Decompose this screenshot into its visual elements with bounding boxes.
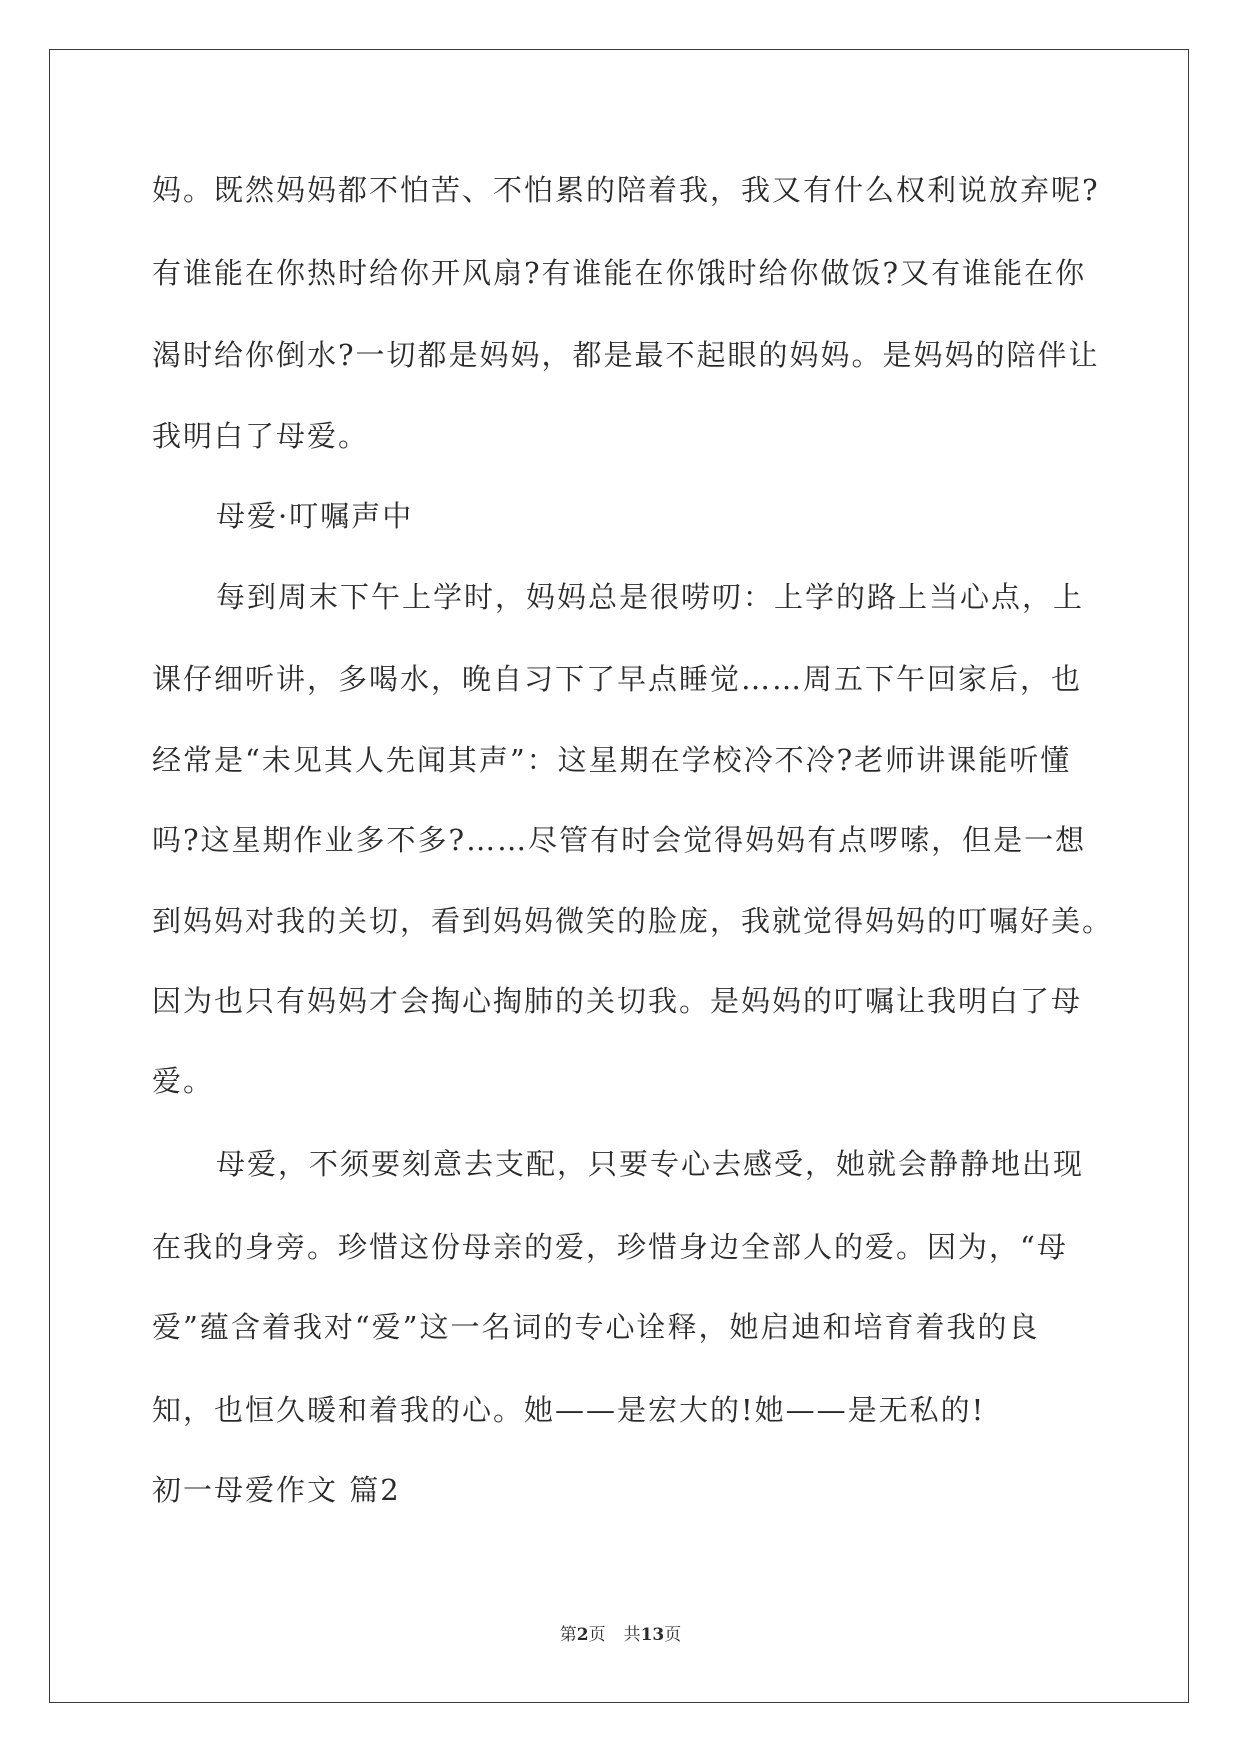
body-line: 到妈妈对我的关切，看到妈妈微笑的脸庞，我就觉得妈妈的叮嘱好美。 <box>152 904 1114 938</box>
total-suffix: 页 <box>664 1625 682 1645</box>
body-line: 我明白了母爱。 <box>152 419 370 453</box>
body-line: 爱”蕴含着我对“爱”这一名词的专心诠释，她启迪和培育着我的良 <box>152 1310 1040 1344</box>
page-border <box>49 49 1189 1703</box>
page-suffix: 页 <box>588 1625 606 1645</box>
body-line: 经常是“未见其人先闻其声”：这星期在学校冷不冷?老师讲课能听懂 <box>152 743 1072 777</box>
page-number: 2 <box>576 1625 589 1645</box>
body-line: 爱。 <box>152 1064 215 1098</box>
body-line: 渴时给你倒水?一切都是妈妈，都是最不起眼的妈妈。是妈妈的陪伴让 <box>152 338 1100 372</box>
body-line: 母爱，不须要刻意去支配，只要专心去感受，她就会静静地出现 <box>216 1147 1085 1181</box>
body-line: 有谁能在你热时给你开风扇?有谁能在你饿时给你做饭?又有谁能在你 <box>152 256 1087 290</box>
body-line: 妈。既然妈妈都不怕苦、不怕累的陪着我，我又有什么权利说放弃呢? <box>152 173 1100 207</box>
page-prefix: 第 <box>559 1625 577 1645</box>
body-line: 吗?这星期作业多不多?……尽管有时会觉得妈妈有点啰嗦，但是一想 <box>152 823 1087 857</box>
body-line: 在我的身旁。珍惜这份母亲的爱，珍惜身边全部人的爱。因为，“母 <box>152 1230 1068 1264</box>
body-line: 知，也恒久暖和着我的心。她——是宏大的!她——是无私的! <box>152 1393 986 1427</box>
body-line: 课仔细听讲，多喝水，晚自习下了早点睡觉……周五下午回家后，也 <box>152 662 1083 696</box>
section-heading: 母爱·叮嘱声中 <box>216 499 414 533</box>
body-line: 每到周末下午上学时，妈妈总是很唠叨：上学的路上当心点，上 <box>216 580 1085 614</box>
page-footer <box>0 1625 1241 1645</box>
total-pages: 13 <box>640 1625 665 1645</box>
essay-title: 初一母爱作文 篇2 <box>152 1473 401 1507</box>
body-line: 因为也只有妈妈才会掏心掏肺的关切我。是妈妈的叮嘱让我明白了母 <box>152 984 1083 1018</box>
total-prefix: 共 <box>623 1625 641 1645</box>
